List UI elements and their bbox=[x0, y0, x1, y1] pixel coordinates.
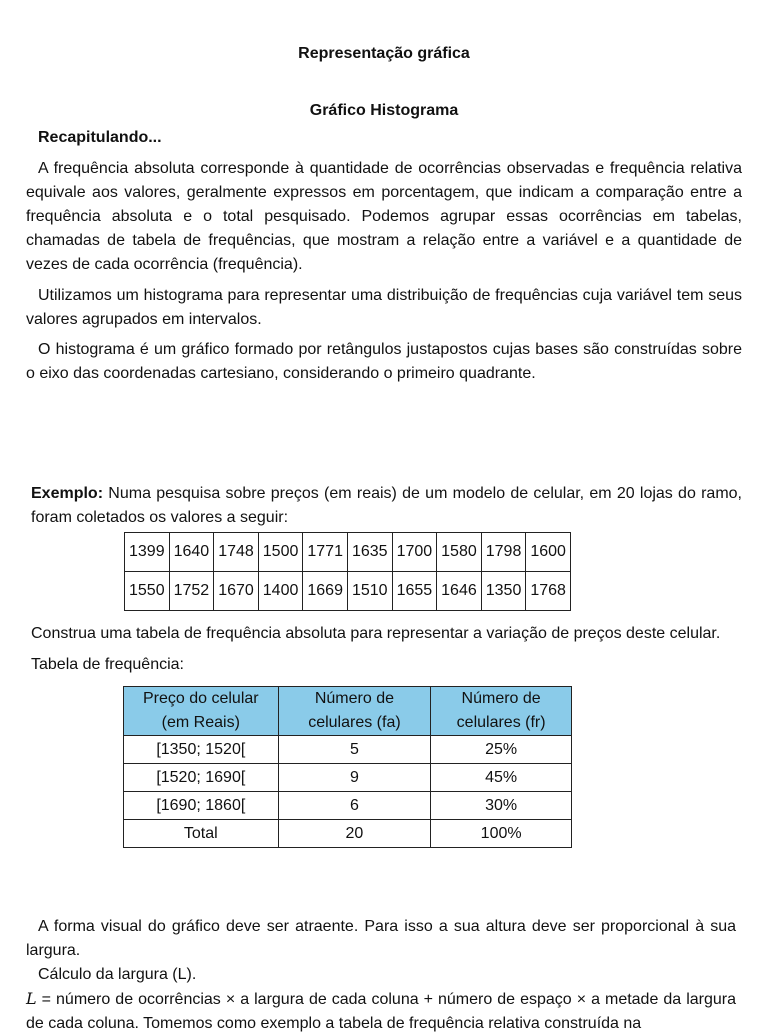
example-label: Exemplo: bbox=[31, 485, 104, 502]
price-cell: 1550 bbox=[125, 572, 170, 611]
price-cell: 1646 bbox=[437, 572, 482, 611]
price-cell: 1798 bbox=[481, 533, 526, 572]
table-row bbox=[124, 792, 572, 820]
instruction-text: Construa uma tabela de frequência absoluta para representar a variação de preços deste celular. bbox=[31, 625, 721, 642]
price-cell: 1768 bbox=[526, 572, 571, 611]
total-absolute-cell: 20 bbox=[278, 820, 431, 848]
absolute-frequency-cell: 9 bbox=[278, 764, 431, 792]
paragraph-width-calculation: Cálculo da largura (L). bbox=[38, 966, 197, 983]
relative-frequency-cell: 30% bbox=[431, 792, 572, 820]
table-row bbox=[125, 533, 571, 572]
total-relative-cell: 100% bbox=[431, 820, 572, 848]
price-cell: 1748 bbox=[214, 533, 259, 572]
interval-cell: [1690; 1860[ bbox=[124, 792, 279, 820]
price-cell: 1752 bbox=[169, 572, 214, 611]
price-cell: 1635 bbox=[347, 533, 392, 572]
absolute-frequency-cell: 5 bbox=[278, 736, 431, 764]
price-cell: 1669 bbox=[303, 572, 348, 611]
price-cell: 1670 bbox=[214, 572, 259, 611]
table-row bbox=[124, 764, 572, 792]
price-cell: 1655 bbox=[392, 572, 437, 611]
header-relative-frequency: Número de celulares (fr) bbox=[431, 687, 572, 736]
relative-frequency-cell: 45% bbox=[431, 764, 572, 792]
total-label-cell: Total bbox=[124, 820, 279, 848]
page-title: Representação gráfica bbox=[298, 45, 470, 62]
interval-cell: [1520; 1690[ bbox=[124, 764, 279, 792]
price-cell: 1580 bbox=[437, 533, 482, 572]
price-cell: 1400 bbox=[258, 572, 303, 611]
interval-cell: [1350; 1520[ bbox=[124, 736, 279, 764]
recap-heading: Recapitulando... bbox=[38, 129, 162, 146]
example-paragraph bbox=[31, 482, 742, 530]
absolute-frequency-cell: 6 bbox=[278, 792, 431, 820]
table-row bbox=[124, 736, 572, 764]
prices-table bbox=[124, 532, 571, 611]
page-subtitle: Gráfico Histograma bbox=[309, 102, 459, 119]
price-cell: 1600 bbox=[526, 533, 571, 572]
example-text: Numa pesquisa sobre preços (em reais) de um modelo de celular, em 20 lojas do ramo, foram coletados os valores a seguir: bbox=[31, 485, 742, 526]
price-cell: 1771 bbox=[303, 533, 348, 572]
price-cell: 1700 bbox=[392, 533, 437, 572]
price-cell: 1640 bbox=[169, 533, 214, 572]
table-total-row bbox=[124, 820, 572, 848]
width-formula bbox=[26, 987, 736, 1036]
paragraph-histogram-usage: Utilizamos um histograma para representar uma distribuição de frequências cuja variável tem seus valores agrupados em intervalos. bbox=[26, 287, 742, 328]
paragraph-visual-form: A forma visual do gráfico deve ser atraente. Para isso a sua altura deve ser proporcional à sua largura. bbox=[26, 918, 736, 959]
table-header-row bbox=[124, 687, 572, 736]
frequency-table-label: Tabela de frequência: bbox=[31, 656, 184, 673]
price-cell: 1399 bbox=[125, 533, 170, 572]
frequency-table bbox=[123, 686, 572, 848]
header-price: Preço do celular (em Reais) bbox=[124, 687, 279, 736]
price-cell: 1510 bbox=[347, 572, 392, 611]
header-absolute-frequency: Número de celulares (fa) bbox=[278, 687, 431, 736]
paragraph-frequency-definition: A frequência absoluta corresponde à quantidade de ocorrências observadas e frequência relativa equivale aos valores, geralmente expressos em porcentagem, que indicam a comparação entre a frequência absoluta e o total pesquisado. Podemos agrupar essas ocorrências em tabelas, chamadas de tabela de frequências, que mostram a relação entre a variável e a quantidade de vezes de cada ocorrência (frequência). bbox=[26, 160, 742, 273]
price-cell: 1500 bbox=[258, 533, 303, 572]
table-row bbox=[125, 572, 571, 611]
formula-text: = número de ocorrências × a largura de cada coluna + número de espaço × a metade da largura de cada coluna. Tomemos como exemplo a tabela de frequência relativa construída na bbox=[26, 991, 736, 1032]
relative-frequency-cell: 25% bbox=[431, 736, 572, 764]
price-cell: 1350 bbox=[481, 572, 526, 611]
paragraph-histogram-definition: O histograma é um gráfico formado por retângulos justapostos cujas bases são construídas sobre o eixo das coordenadas cartesiano, considerando o primeiro quadrante. bbox=[26, 341, 742, 382]
formula-symbol: L bbox=[26, 989, 37, 1008]
